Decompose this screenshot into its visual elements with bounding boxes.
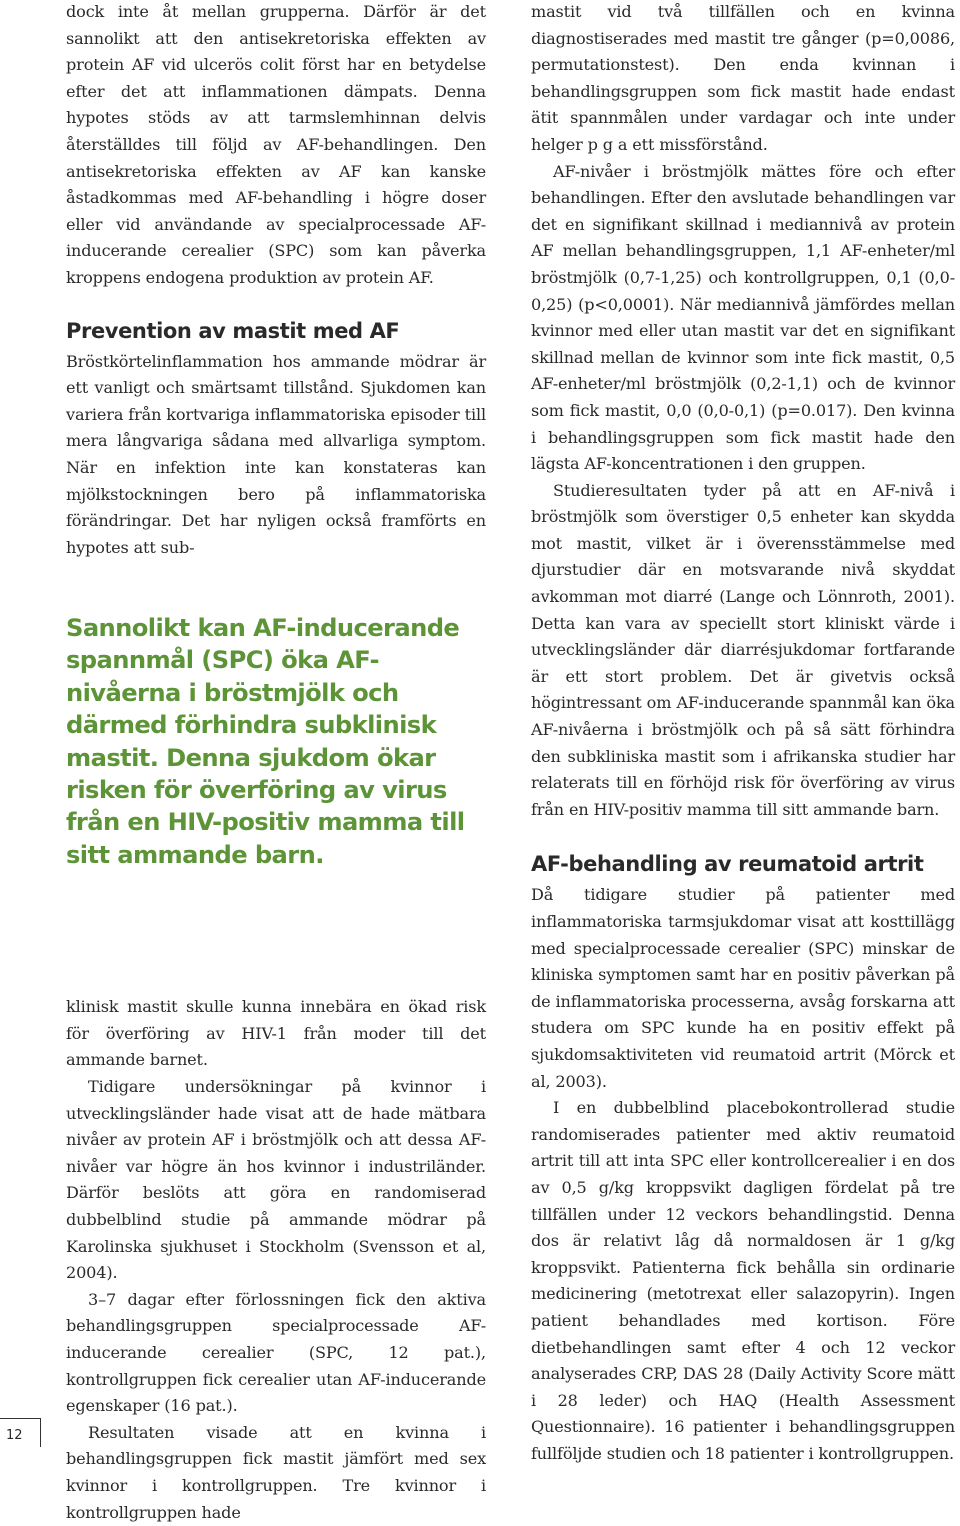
right-column <box>531 0 955 1467</box>
body-paragraph: mastit vid två tillfällen och en kvinna diagnostiserades med mastit tre gånger (p=0,0086, permutationstest). Den enda kvinnan i behandlingsgruppen som fick mastit hade endast ätit spannmålen under vardagar och inte under helger p g a ett missförstånd. <box>531 2 955 154</box>
pull-quote: Sannolikt kan AF-inducerande spannmål (SPC) öka AF-nivåerna i bröstmjölk och därmed förhindra subklinisk mastit. Denna sjukdom ökar risken för överföring av virus från en HIV-positiv mamma till sitt ammande barn. <box>66 614 465 869</box>
body-paragraph: 3–7 dagar efter förlossningen fick den aktiva behandlingsgruppen specialprocessade AF-inducerande cerealier (SPC, 12 pat.), kontrollgruppen fick cerealier utan AF-inducerande egenskaper (16 pat.). <box>66 1289 486 1416</box>
body-paragraph: klinisk mastit skulle kunna innebära en ökad risk för överföring av HIV-1 från moder till det ammande barnet. <box>66 997 486 1070</box>
body-paragraph: Då tidigare studier på patienter med inflammatoriska tarmsjukdomar visat att kosttillägg med specialprocessade cerealier (SPC) minskar de kliniska symptomen samt har en positiv påverkan på de inflammatoriska processerna, avsåg forskarna att studera om SPC kunde ha en positiv effekt på sjukdomsaktiviteten vid reumatoid artrit (Mörck et al, 2003). <box>531 885 955 1091</box>
body-paragraph: Tidigare undersökningar på kvinnor i utvecklingsländer hade visat att de hade mätbara nivåer av protein AF i bröstmjölk och att dessa AF-nivåer var högre än hos kvinnor i industriländer. Därför beslöts att göra en randomiserad dubbelblind studie på ammande mödrar på Karolinska sjukhuset i Stockholm (Svensson et al, 2004). <box>66 1077 486 1283</box>
page-number: 12 <box>6 1428 23 1443</box>
body-paragraph: I en dubbelblind placebokontrollerad studie randomiserades patienter med aktiv reumatoid artrit till att inta SPC eller kontrollcerealier i en dos av 0,5 g/kg kroppsvikt dagligen fördelat på tre tillfällen under 12 veckors behandlingstid. Denna dos är relativt låg då normaldosen är 1 g/kg kroppsvikt. Patienterna fick behålla sin ordinarie medicinering (metotrexat eller salazopyrin). Ingen patient behandlades med kortison. Före dietbehandlingen samt efter 4 och 12 veckor analyserades CRP, DAS 28 (Daily Activity Score mätt i 28 leder) och HAQ (Health Assessment Questionnaire). 16 patienter i behandlingsgruppen fullföljde studien och 18 patienter i kontrollgruppen. <box>531 1098 955 1463</box>
section-heading-reumatoid-artrit: AF-behandling av reumatoid artrit <box>531 852 924 877</box>
corner-rule-horizontal <box>0 1418 40 1419</box>
body-paragraph: Resultaten visade att en kvinna i behandlingsgruppen fick mastit jämfört med sex kvinnor i kontrollgruppen. Tre kvinnor i kontrollgruppen hade <box>66 1422 486 1522</box>
body-paragraph: Bröstkörtelinflammation hos ammande mödrar är ett vanligt och smärtsamt tillstånd. Sjukdomen kan variera från kortvariga inflammatoriska episoder till mera långvariga sådana med allvarliga symptom. När en infektion inte kan konstateras kan mjölkstockningen bero på inflammatoriska förändringar. Det har nyligen också framförts en hypotes att sub- <box>66 351 486 557</box>
corner-rule-vertical <box>40 1418 41 1447</box>
body-paragraph: Studieresultaten tyder på att en AF-nivå i bröstmjölk som överstiger 0,5 enheter kan skydda mot mastit, vilket är i överensstämmelse med djurstudier där en motsvarande nivå skyddat avkomman mot diarré (Lange och Lönnroth, 2001). Detta kan vara av speciellt stort kliniskt värde i utvecklingsländer där diarrésjukdomar fortfarande är ett stort problem. Det är givetvis också högintressant om AF-inducerande spannmål kan öka AF-nivåerna i bröstmjölk och på så sätt förhindra den subkliniska mastit som i afrikanska studier har relaterats till en förhöjd risk för överföring av virus från en HIV-positiv mamma till sitt ammande barn. <box>531 480 955 819</box>
body-paragraph: AF-nivåer i bröstmjölk mättes före och efter behandlingen. Efter den avslutade behandlingen var det en signifikant skillnad i mediannivå av protein AF mellan behandlingsgruppen, 1,1 AF-enheter/ml bröstmjölk (0,7-1,25) och kontrollgruppen, 0,1 (0,0-0,25) (p<0,0001). När mediannivå jämfördes mellan kvinnor med eller utan mastit var det en signifikant skillnad mellan de kvinnor som inte fick mastit, 0,5 AF-enheter/ml bröstmjölk (0,2-1,1) och de kvinnor som fick mastit, 0,0 (0,0-0,1) (p=0.017). Den kvinna i behandlingsgruppen som fick mastit hade den lägsta AF-koncentrationen i den gruppen. <box>531 161 955 474</box>
body-paragraph: dock inte åt mellan grupperna. Därför är det sannolikt att den antisekretoriska effekten av protein AF vid ulcerös colit först har en betydelse efter det att inflammationen dämpats. Denna hypotes stöds av att tarmslemhinnan delvis återställdes till följd av AF-behandlingen. Den antisekretoriska effekten av AF kan kanske åstadkommas med AF-behandling i högre doser eller vid användande av specialprocessade AF-inducerande cerealier (SPC) som kan påverka kroppens endogena produktion av protein AF. <box>66 2 486 287</box>
section-heading-mastit: Prevention av mastit med AF <box>66 318 400 343</box>
